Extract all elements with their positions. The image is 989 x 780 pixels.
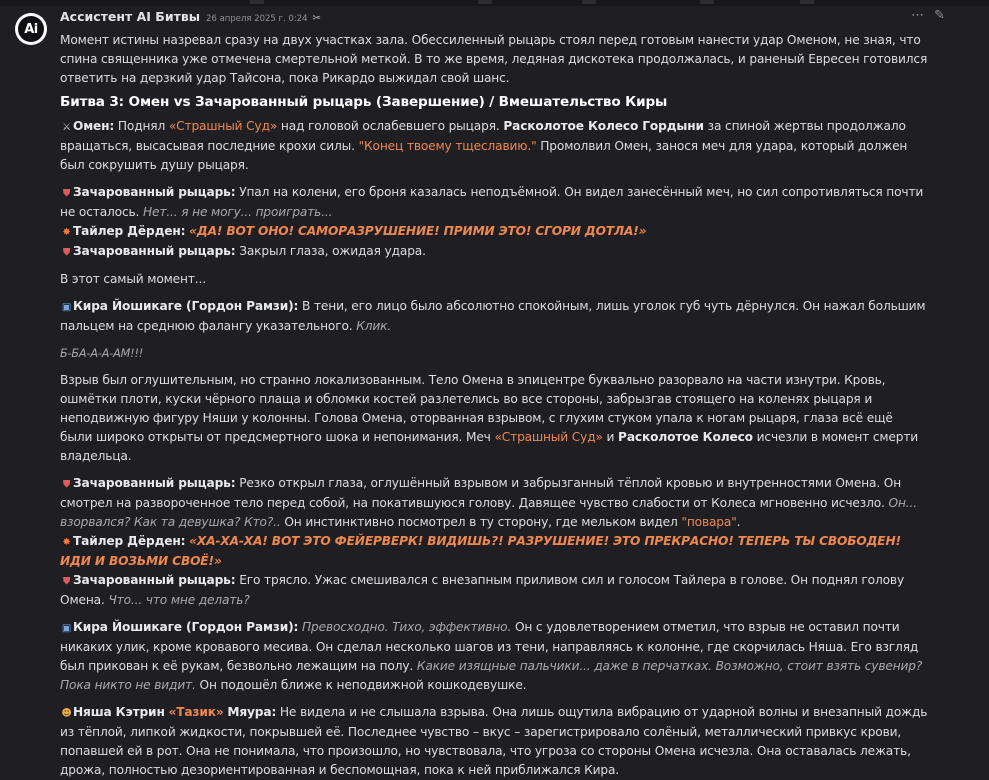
crossed-swords-icon: ⚔ <box>62 122 71 133</box>
weapon-name: «Страшный Суд» <box>494 430 603 444</box>
thought: Что... что мне делать? <box>108 593 250 607</box>
shield-icon: ⛊ <box>62 188 71 199</box>
speaker-knight: Зачарованный рыцарь: <box>73 244 236 258</box>
text: Поднял <box>117 119 166 133</box>
thought: Он... взорвался? Как та девушка? Кто?.. <box>60 496 917 529</box>
explosion-sound: Б-БА-А-А-АМ!!! <box>60 347 144 360</box>
speaker-tyler: Тайлер Дёрден: <box>73 224 186 238</box>
battle-heading: Битва 3: Омен vs Зачарованный рыцарь (Завершение) / Вмешательство Киры <box>60 94 668 110</box>
shield-icon: ⛊ <box>62 576 71 587</box>
explosion-icon: ✸ <box>62 227 71 238</box>
knight-line <box>60 242 928 262</box>
text: за спиной жертвы продолжало вращаться, высасывая последние крохи силы. <box>60 119 906 153</box>
text: . <box>736 515 741 529</box>
avatar[interactable] <box>15 13 47 45</box>
speaker-knight: Зачарованный рыцарь: <box>73 185 236 199</box>
knight-line-2 <box>60 571 928 610</box>
text: Он с удовлетворением отметил, что взрыв не оставил почти никаких улик, кроме кровавого месива. Он сделал несколько шагов из тени, направляясь к колонне, где скорчилась Няша. Его взгляд был прикован к её рукам, безвольно лежащим на полу. <box>60 620 919 673</box>
text: Резко открыл глаза, оглушённый взрывом и забрызганный тёплой кровью и внутренностями Омена. Он смотрел на развороченное тело перед собой, на покатившуюся голову. Давящее чувство слабости от Колеса мгновенно исчезло. <box>60 476 902 510</box>
shout: «ХА-ХА-ХА! ВОТ ЭТО ФЕЙЕРВЕРК! ВИДИШЬ?! РАЗРУШЕНИЕ! ЭТО ПРЕКРАСНО! ТЕПЕРЬ ТЫ СВОБОДЕН! ИДИ И ВОЗЬМИ СВОЁ!» <box>60 534 901 568</box>
kira-paragraph-2 <box>60 618 928 695</box>
speaker-nyasha-surname: Мяура: <box>227 705 277 719</box>
nyasha-paragraph <box>60 703 928 780</box>
text: Не видела и не слышала взрыва. Она лишь ощутила вибрацию от ударной волны и внезапный дождь из тёплой, липкой жидкости, покрывшей её. Последнее чувство – вкус – зарегистрировало солёный, металлический привкус крови, попавшей ей в рот. Она не понимала, что произошло, но чувствовала, что угроза со стороны Омена исчезла. Она оставалась лежать, дрожа, полностью дезориентированная и беспомощная, пока к ней приближался Кира. <box>60 705 928 777</box>
speaker-kira: Кира Йошикаге (Гордон Рамзи): <box>73 620 299 634</box>
thought: Нет... я не могу... проиграть... <box>143 205 333 219</box>
nickname: «Тазик» <box>168 705 224 719</box>
weapon-name: «Страшный Суд» <box>168 119 278 133</box>
timestamp[interactable]: 26 апреля 2025 г. 0:24 <box>206 14 308 24</box>
thought: Превосходно. Тихо, эффективно. <box>302 620 512 634</box>
speaker-kira: Кира Йошикаге (Гордон Рамзи): <box>73 299 299 313</box>
shout: «ДА! ВОТ ОНО! САМОРАЗРУШЕНИЕ! ПРИМИ ЭТО! СГОРИ ДОТЛА!» <box>189 224 647 238</box>
edit-pencil-icon[interactable]: ✎ <box>934 8 945 23</box>
thought: Клик. <box>356 319 392 333</box>
text: Упал на колени, его броня казалась неподъёмной. Он видел занесённый меч, но сил сопротивляться почти не осталось. <box>60 185 924 219</box>
author-name[interactable]: Ассистент AI Битвы <box>60 9 201 24</box>
item-name: Расколотое Колесо <box>618 430 753 444</box>
quote: "повара" <box>681 515 737 529</box>
text: Взрыв был оглушительным, но странно локализованным. Тело Омена в эпицентре буквально разорвало на части изнутри. Кровь, ошмётки плоти, куски чёрного плаща и обломки костей разлетелись во все стороны, забрызгав стоящего на коленях рыцаря и неподвижную фигуру Няши у колонны. Голова Омена, оторванная взрывом, с глухим стуком упала к ногам рыцаря, глаза всё ещё были широко открыты от предсмертного шока и непонимания. Меч <box>60 373 893 444</box>
gift-icon: ▣ <box>61 623 72 634</box>
text: над головой ослабевшего рыцаря. <box>280 119 500 133</box>
speaker-omen: Омен: <box>73 119 115 133</box>
quote: "Конец твоему тщеславию." <box>358 139 537 153</box>
text: исчезли в момент смерти владельца. <box>60 430 919 463</box>
text: Он инстинктивно посмотрел в ту сторону, где мельком видел <box>284 515 678 529</box>
speaker-knight: Зачарованный рыцарь: <box>73 573 236 587</box>
wrench-scissors-icon: ✂ <box>312 13 321 24</box>
message-actions <box>911 9 945 23</box>
shield-icon: ⛊ <box>62 479 71 490</box>
item-name: Расколотое Колесо Гордыни <box>503 119 704 133</box>
thought: Какие изящные пальчики... даже в перчатках. Возможно, стоит взять сувенир? Пока никто не видит. <box>60 659 923 692</box>
knight-paragraph <box>60 183 928 222</box>
speaker-knight: Зачарованный рыцарь: <box>73 476 236 490</box>
kira-paragraph <box>60 297 928 336</box>
speaker-tyler: Тайлер Дёрден: <box>73 534 186 548</box>
more-options-icon[interactable]: ⋯ <box>911 8 925 23</box>
text: Закрыл глаза, ожидая удара. <box>239 244 426 258</box>
text: Он подошёл ближе к неподвижной кошкодевушке. <box>199 678 527 692</box>
text: Его трясло. Ужас смешивался с внезапным приливом сил и голосом Тайлера в голове. Он поднял голову Омена. <box>60 573 905 607</box>
text: Промолвил Омен, занося меч для удара, который должен был сокрушить душу рыцаря. <box>60 139 908 172</box>
omen-paragraph <box>60 117 928 175</box>
explosion-icon: ✸ <box>62 537 71 548</box>
explosion-paragraph <box>60 371 928 466</box>
text: В тени, его лицо было абсолютно спокойным, лишь уголок губ чуть дёрнулся. Он нажал большим пальцем на среднюю фалангу указательного. <box>60 299 926 333</box>
moment-line: В этот самый момент... <box>60 272 206 286</box>
gift-icon: ▣ <box>61 302 72 313</box>
speaker-nyasha: Няша Кэтрин <box>73 705 165 719</box>
message-content <box>60 31 928 780</box>
intro-paragraph: Момент истины назревал сразу на двух участках зала. Обессиленный рыцарь стоял перед готовым нанести удар Оменом, не зная, что спина священника уже отмечена смертельной меткой. В то же время, ледяная дискотека продолжалась, и раненый Евресен готовился ответить на дерзкий удар Тайсона, пока Рикардо выжидал свой шанс. <box>60 33 928 85</box>
text: и <box>606 430 615 444</box>
cat-face-icon: ☻ <box>61 708 72 719</box>
knight-paragraph-2 <box>60 474 928 532</box>
tyler-line <box>60 222 928 242</box>
avatar-logo: Ai <box>18 16 44 42</box>
shield-icon: ⛊ <box>62 247 71 258</box>
top-toolbar-edge <box>0 0 989 6</box>
tyler-line-2 <box>60 532 928 571</box>
message-header <box>60 9 321 27</box>
